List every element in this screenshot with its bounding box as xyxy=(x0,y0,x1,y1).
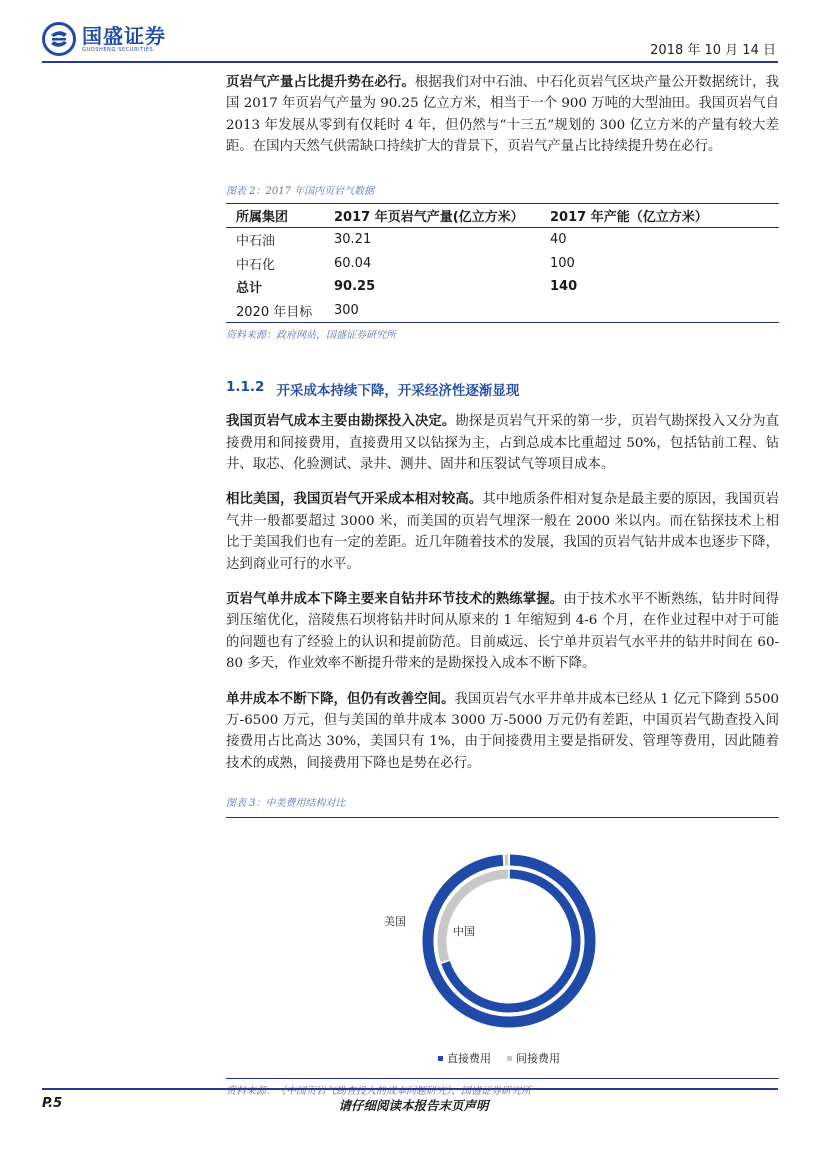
paragraph-body: 勘探是页岩气开采的第一步，页岩气勘探投入又分为直接费用和间接费用，直接费用又以钻探为主，占到总成本比重超过 50%，包括钻前工程、钻井、取芯、化验测试、录井、测井、固井和压裂试气等项目成本。 xyxy=(226,414,780,472)
chart-source: 资料来源：《中国页岩气勘查投入的成本问题研究》、国盛证券研究所 xyxy=(226,1086,531,1098)
legend-item xyxy=(438,1050,491,1066)
table-row xyxy=(226,299,779,323)
table-header-cell: 2017 年产能（亿立方米） xyxy=(540,203,779,228)
table-row xyxy=(226,228,779,252)
table-cell xyxy=(540,299,779,323)
paragraph-lead: 页岩气产量占比提升势在必行。 xyxy=(226,74,415,90)
table-cell: 30.21 xyxy=(334,232,372,248)
table-cell: 40 xyxy=(550,232,567,248)
table-cell: 140 xyxy=(550,279,578,295)
paragraph-comparison xyxy=(226,489,779,575)
donut-chart-svg xyxy=(226,818,779,1068)
table-cell: 中石化 xyxy=(236,257,276,273)
ring-label-inner: 中国 xyxy=(453,925,475,939)
page-number: P.5 xyxy=(42,1096,63,1111)
cost-structure-chart xyxy=(226,818,779,1078)
table-row xyxy=(226,252,779,276)
table-source: 资料来源：政府网站，国盛证券研究所 xyxy=(226,330,396,342)
brand-logo xyxy=(42,22,166,56)
paragraph-drilling xyxy=(226,589,779,675)
paragraph-lead: 页岩气单井成本下降主要来自钻井环节技术的熟练掌握。 xyxy=(226,590,564,607)
paragraph-lead: 我国页岩气成本主要由勘探投入决定。 xyxy=(226,413,456,430)
table-cell: 总计 xyxy=(236,281,263,297)
paragraph-lead: 相比美国，我国页岩气开采成本相对较高。 xyxy=(226,491,483,508)
table-cell: 300 xyxy=(324,299,540,323)
paragraph-improvement xyxy=(226,689,779,775)
chart-caption: 图表 3：中美费用结构对比 xyxy=(226,798,346,810)
table-cell: 60.04 xyxy=(334,255,372,271)
paragraph-lead: 单井成本不断下降，但仍有改善空间。 xyxy=(226,690,455,707)
legend-swatch xyxy=(507,1056,512,1061)
table-cell: 2020 年目标 xyxy=(226,299,324,323)
page-header xyxy=(0,0,827,64)
section-title: 开采成本持续下降，开采经济性逐渐显现 xyxy=(276,383,520,400)
paragraph-cost xyxy=(226,411,779,475)
shale-gas-table xyxy=(226,203,779,324)
table-header-cell: 2017 年页岩气产量(亿立方米） xyxy=(324,203,540,228)
table-caption: 图表 2：2017 年国内页岩气数据 xyxy=(226,185,375,197)
table-cell: 100 xyxy=(550,255,575,271)
main-content xyxy=(226,68,779,1097)
chart-legend xyxy=(438,1050,560,1066)
table-row-total xyxy=(226,275,779,299)
section-number: 1.1.2 xyxy=(226,379,265,396)
paragraph-production xyxy=(226,72,779,158)
legend-label: 间接费用 xyxy=(516,1052,560,1066)
footer-divider xyxy=(42,1088,778,1090)
guosheng-logo-icon xyxy=(42,22,76,56)
paragraph-body: 其中地质条件相对复杂是最主要的原因，我国页岩气井一般都要超过 3000 米，而美国的页岩气埋深一般在 2000 米以内。而在钻探技术上相比于美国我们也有一定的差距。近几年随着技术的发展，我国的页岩气钻井成本也逐步下降，达到商业可行的水平。 xyxy=(226,492,780,572)
paragraph-body: 由于技术水平不断熟练，钻井时间得到压缩优化，涪陵焦石坝将钻井时间从原来的 1 年缩短到 4-6 个月，在作业过程中对于可能的问题也有了经验上的认识和提前防范。目前威远、长宁单井页岩气水平井的钻井时间在 60-80 多天，作业效率不断提升带来的是勘探投入成本不断下降。 xyxy=(226,591,780,672)
ring-label-outer: 美国 xyxy=(384,915,406,929)
header-divider xyxy=(42,61,778,63)
brand-name-cn: 国盛证券 xyxy=(82,24,166,48)
paragraph-body: 我国页岩气水平井单井成本已经从 1 亿元下降到 5500 万-6500 万元，但与美国的单井成本 3000 万-5000 万元仍有差距，中国页岩气勘查投入间接费用占比高达 30%，美国只有 1%，由于间接费用主要是指研发、管理等费用，因此随着技术的成熟，间接费用下降也是势在必行。 xyxy=(226,691,779,771)
table-cell: 中石油 xyxy=(236,234,276,250)
report-date: 2018 年 10 月 14 日 xyxy=(650,43,776,58)
table-header-cell: 所属集团 xyxy=(226,203,324,228)
footer-disclaimer: 请仔细阅读本报告末页声明 xyxy=(338,1098,489,1113)
section-heading xyxy=(226,379,779,399)
table-cell: 90.25 xyxy=(334,279,376,295)
paragraph-body: 根据我们对中石油、中石化页岩气区块产量公开数据统计，我国 2017 年页岩气产量为 90.25 亿立方米，相当于一个 900 万吨的大型油田。我国页岩气自 2013 年发展从零到有仅耗时 4 年，但仍然与“十三五”规划的 300 亿立方米的产量有较大差距。在国内天然气供需缺口持续扩大的背景下，页岩气产量占比持续提升势在必行。 xyxy=(226,75,780,155)
donut-slice-美国-直接费用 xyxy=(428,860,590,1022)
legend-item xyxy=(507,1050,560,1066)
brand-name-en: GUOSHENG SECURITIES xyxy=(82,47,154,53)
legend-label: 直接费用 xyxy=(447,1052,491,1066)
legend-swatch xyxy=(438,1056,443,1061)
